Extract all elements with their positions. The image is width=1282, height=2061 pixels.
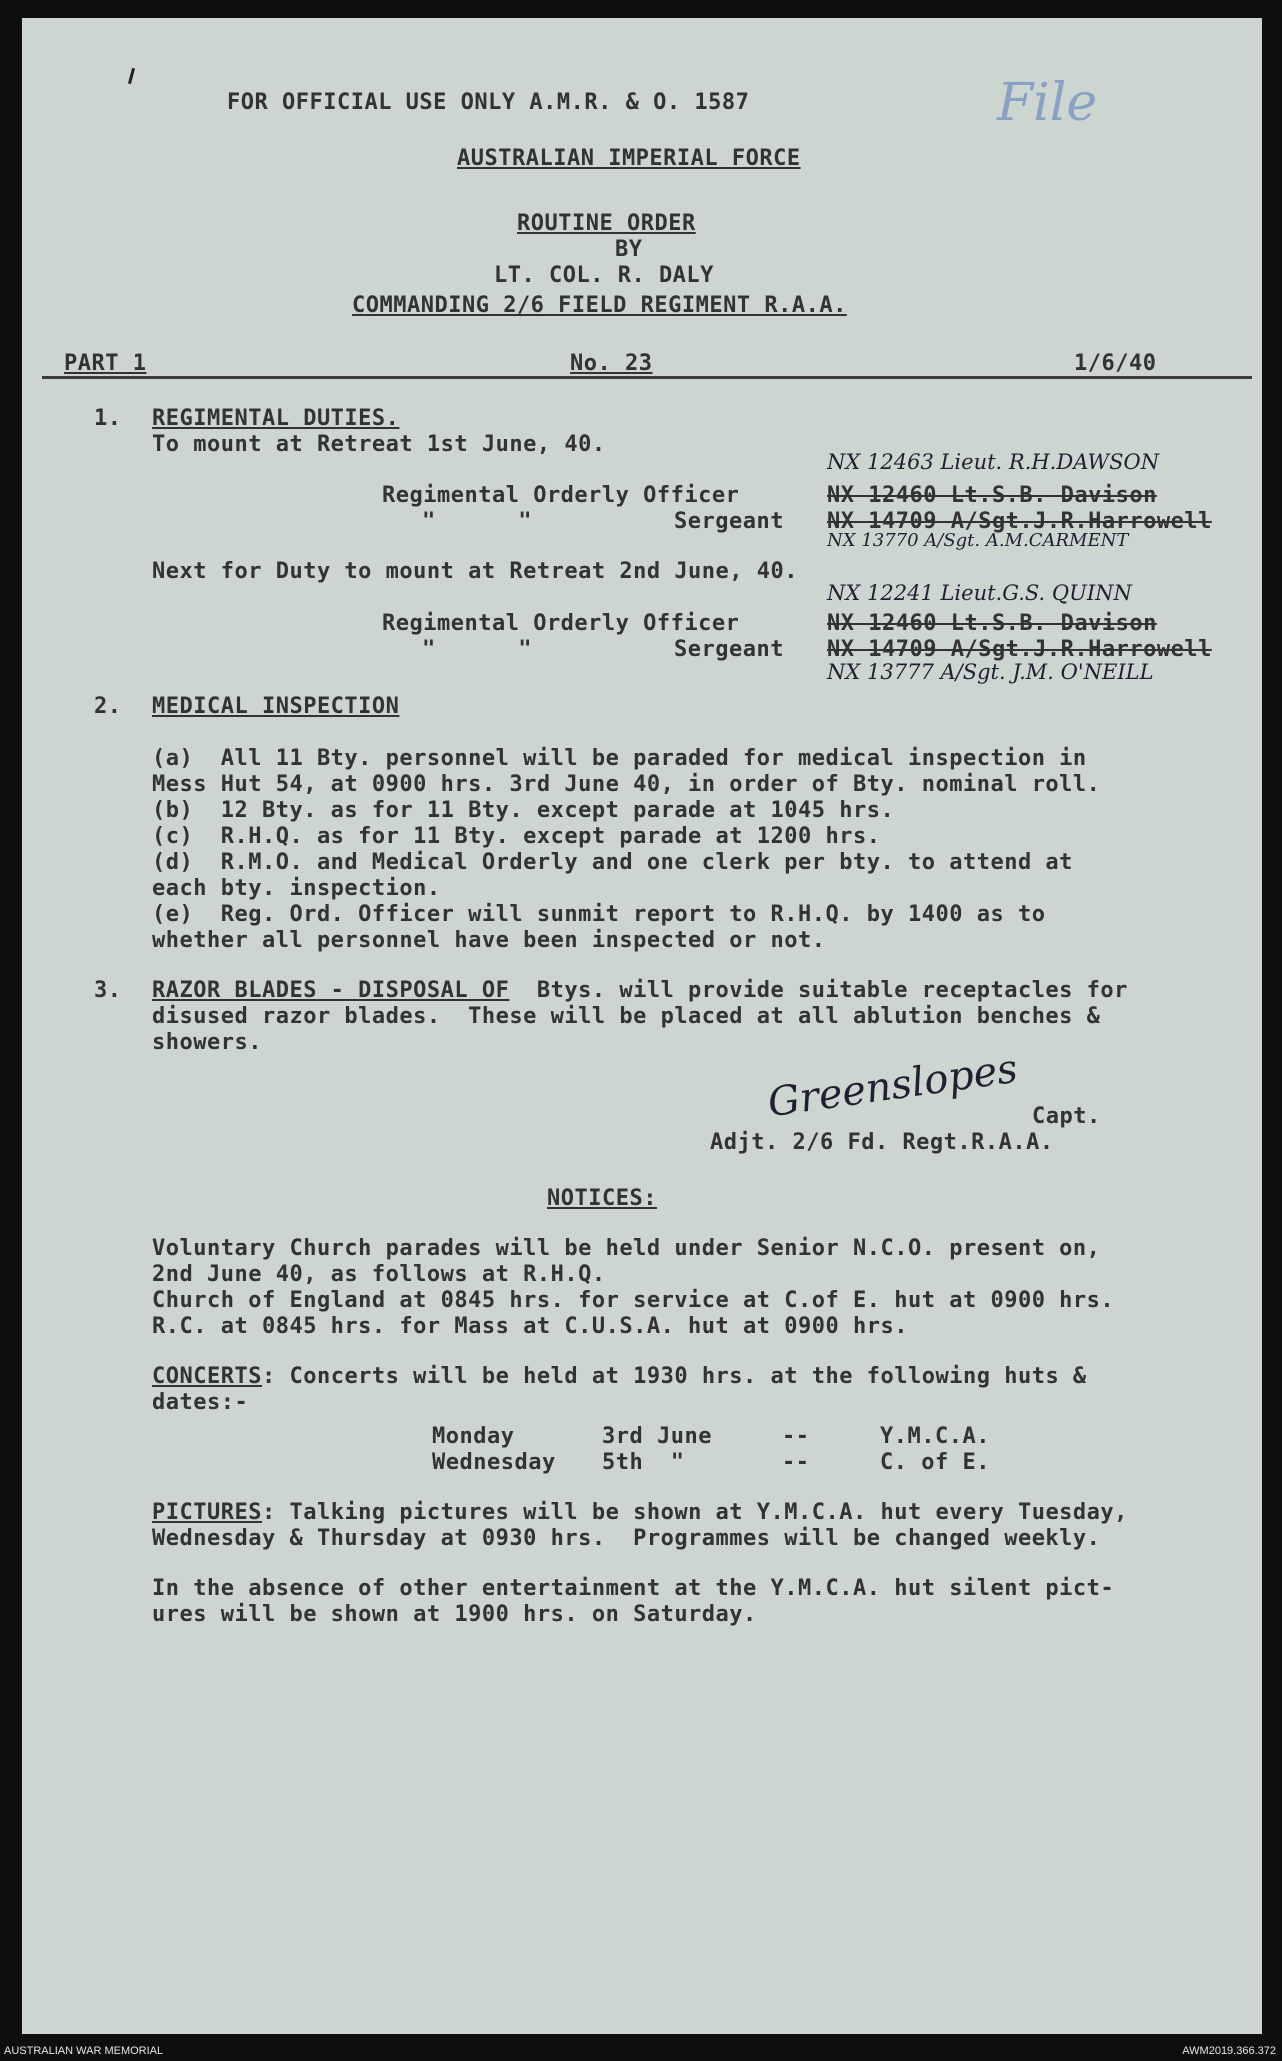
struck-sergeant-1: NX 14709 A/Sgt.J.R.Harrowell xyxy=(827,509,1212,534)
absence-line: In the absence of other entertainment at the Y.M.C.A. hut silent pict- xyxy=(152,1576,1115,1601)
order-date: 1/6/40 xyxy=(1074,351,1157,376)
pictures-line-2: Wednesday & Thursday at 0930 hrs. Programmes will be changed weekly. xyxy=(152,1526,1101,1551)
ditto-marks-1: " " xyxy=(422,509,532,534)
concert-venue: Y.M.C.A. xyxy=(880,1424,990,1449)
section2-line: (d) R.M.O. and Medical Orderly and one clerk per bty. to attend at xyxy=(152,850,1073,875)
handwritten-sergeant-1: NX 13770 A/Sgt. A.M.CARMENT xyxy=(827,530,1129,551)
signature-rank: Capt. xyxy=(1032,1104,1101,1129)
concerts-line xyxy=(152,1364,1087,1389)
concert-day: Wednesday xyxy=(432,1450,556,1475)
section3-first-line xyxy=(152,978,1128,1003)
signature: Greenslopes xyxy=(765,1045,1021,1127)
handwritten-sergeant-2: NX 13777 A/Sgt. J.M. O'NEILL xyxy=(827,660,1154,684)
section3-line: showers. xyxy=(152,1030,262,1055)
section2-line: (b) 12 Bty. as for 11 Bty. except parade at 1045 hrs. xyxy=(152,798,895,823)
struck-officer-1: NX 12460 Lt.S.B. Davison xyxy=(827,483,1157,508)
routine-order-title: ROUTINE ORDER xyxy=(517,211,696,236)
section2-line: (a) All 11 Bty. personnel will be paraded for medical inspection in xyxy=(152,746,1087,771)
section1-line1: To mount at Retreat 1st June, 40. xyxy=(152,432,606,457)
section1-line2: Next for Duty to mount at Retreat 2nd June, 40. xyxy=(152,559,799,584)
section1-number: 1. xyxy=(94,406,122,431)
section2-line: (c) R.H.Q. as for 11 Bty. except parade at 1200 hrs. xyxy=(152,824,881,849)
struck-sergeant-2: NX 14709 A/Sgt.J.R.Harrowell xyxy=(827,637,1212,662)
ditto-marks-2: " " xyxy=(422,637,532,662)
officer-label-1: Regimental Orderly Officer xyxy=(382,483,740,508)
section3-line: disused razor blades. These will be placed at all ablution benches & xyxy=(152,1004,1101,1029)
concert-day: Monday xyxy=(432,1424,515,1449)
church-line: 2nd June 40, as follows at R.H.Q. xyxy=(152,1262,606,1287)
church-line: R.C. at 0845 hrs. for Mass at C.U.S.A. hut at 0900 hrs. xyxy=(152,1314,908,1339)
signature-appointment: Adjt. 2/6 Fd. Regt.R.A.A. xyxy=(710,1130,1054,1155)
force-heading: AUSTRALIAN IMPERIAL FORCE xyxy=(457,146,801,171)
section2-line: whether all personnel have been inspected or not. xyxy=(152,928,826,953)
sergeant-label-1: Sergeant xyxy=(674,509,784,534)
by-line: BY xyxy=(615,237,643,262)
section3-heading: RAZOR BLADES - DISPOSAL OF xyxy=(152,978,510,1003)
sergeant-label-2: Sergeant xyxy=(674,637,784,662)
concert-dash: -- xyxy=(782,1424,810,1449)
classification-line: FOR OFFICIAL USE ONLY A.M.R. & O. 1587 xyxy=(227,90,750,115)
section1-heading: REGIMENTAL DUTIES. xyxy=(152,406,400,431)
concerts-text: : Concerts will be held at 1930 hrs. at the following huts & xyxy=(261,1364,1087,1389)
church-line: Church of England at 0845 hrs. for service at C.of E. hut at 0900 hrs. xyxy=(152,1288,1115,1313)
absence-line: ures will be shown at 1900 hrs. on Saturday. xyxy=(152,1602,757,1627)
archive-credit: AUSTRALIAN WAR MEMORIAL xyxy=(4,2045,164,2057)
officer-label-2: Regimental Orderly Officer xyxy=(382,611,740,636)
concert-venue: C. of E. xyxy=(880,1450,990,1475)
concerts-label: CONCERTS xyxy=(152,1364,262,1389)
file-annotation: File xyxy=(997,73,1098,133)
pictures-line xyxy=(152,1500,1128,1525)
pictures-text: : Talking pictures will be shown at Y.M.C.A. hut every Tuesday, xyxy=(261,1500,1128,1525)
section2-heading: MEDICAL INSPECTION xyxy=(152,694,400,719)
section3-number: 3. xyxy=(94,978,122,1003)
part-label: PART 1 xyxy=(64,351,147,376)
concert-dash: -- xyxy=(782,1450,810,1475)
struck-officer-2: NX 12460 Lt.S.B. Davison xyxy=(827,611,1157,636)
section2-line: (e) Reg. Ord. Officer will sunmit report to R.H.Q. by 1400 as to xyxy=(152,902,1046,927)
margin-tick xyxy=(128,68,135,84)
handwritten-officer-1: NX 12463 Lieut. R.H.DAWSON xyxy=(827,450,1160,474)
commander-line: LT. COL. R. DALY xyxy=(494,263,714,288)
document-page xyxy=(22,18,1262,2034)
section2-line: Mess Hut 54, at 0900 hrs. 3rd June 40, in order of Bty. nominal roll. xyxy=(152,772,1101,797)
section2-line: each bty. inspection. xyxy=(152,876,441,901)
order-number: No. 23 xyxy=(570,351,653,376)
divider-rule xyxy=(42,376,1252,379)
handwritten-officer-2: NX 12241 Lieut.G.S. QUINN xyxy=(827,581,1132,605)
notices-heading: NOTICES: xyxy=(547,1186,657,1211)
pictures-label: PICTURES xyxy=(152,1500,262,1525)
concert-date: 3rd June xyxy=(602,1424,712,1449)
concerts-dates-label: dates:- xyxy=(152,1390,249,1415)
section2-number: 2. xyxy=(94,694,122,719)
concert-date: 5th " xyxy=(602,1450,685,1475)
church-line: Voluntary Church parades will be held under Senior N.C.O. present on, xyxy=(152,1236,1101,1261)
unit-line: COMMANDING 2/6 FIELD REGIMENT R.A.A. xyxy=(352,293,847,318)
archive-reference: AWM2019.366.372 xyxy=(1182,2045,1276,2057)
section3-text: Btys. will provide suitable receptacles for xyxy=(509,978,1128,1003)
